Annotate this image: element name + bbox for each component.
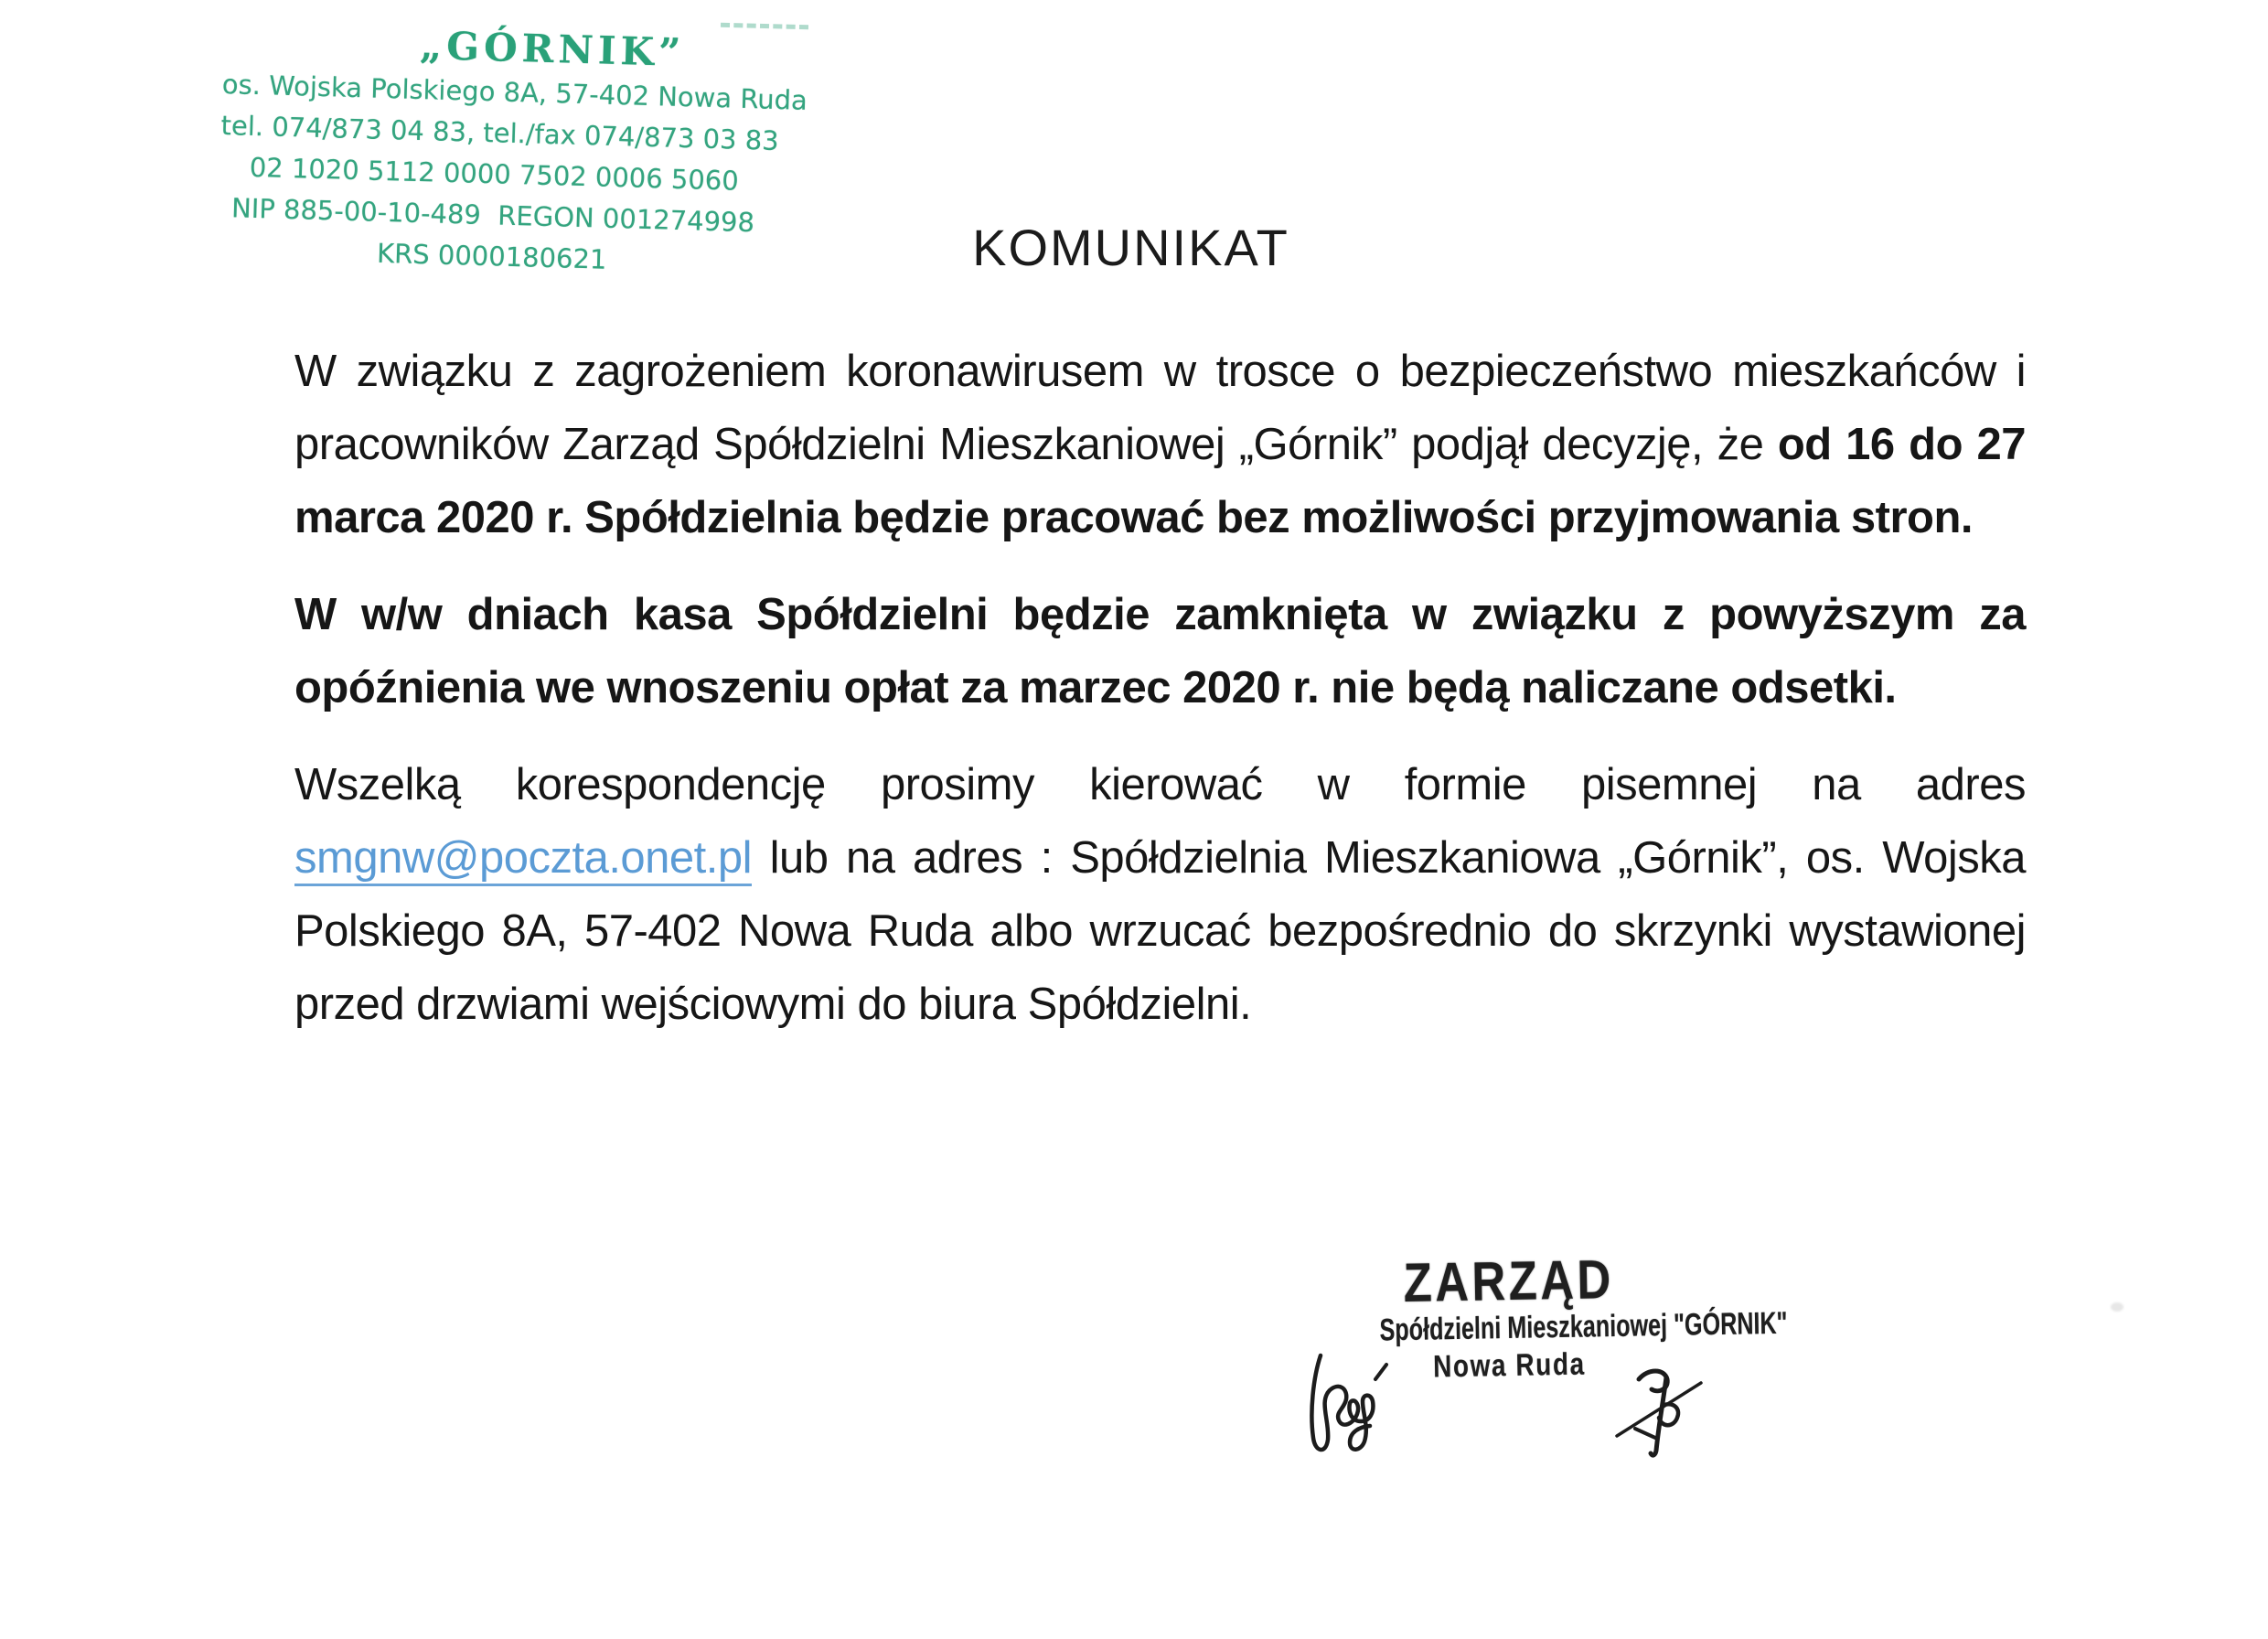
board-stamp-org-row <box>1308 1305 1788 1350</box>
text-run: lub na adres : Spółdzielnia Mieszkaniowa „Górnik”, os. Wojska Polskiego 8A, 57-402 Nowa Ruda albo wrzucać bezpośrednio do skrzynki wystawionej przed drzwiami wejściowymi do biura Spółdzielni. <box>294 833 2026 1029</box>
document-title: KOMUNIKAT <box>972 219 1289 276</box>
text-run: W w/w dniach kasa Spółdzielni będzie zamknięta w związku z powyższym za opóźnienia we wnoszeniu opłat za marzec 2020 r. nie będą naliczane odsetki. <box>294 590 2026 712</box>
green-stamp-nip-regon-line: NIP 885-00-10-489 REGON 001274998 <box>230 192 755 239</box>
text-run: W związku z zagrożeniem koronawirusem w trosce o bezpieczeństwo mieszkańców i pracowników Zarząd Spółdzielni Mieszkaniowej „Górnik” podjął decyzję, że <box>294 347 2026 469</box>
document-body <box>294 335 2026 1065</box>
paragraph-correspondence <box>294 748 2026 1041</box>
green-stamp-company-name: „GÓRNIK” <box>419 22 686 76</box>
stamp-edge-fragment <box>721 23 808 30</box>
green-stamp-address-line: os. Wojska Polskiego 8A, 57-402 Nowa Ruda <box>221 68 808 116</box>
handwritten-signature-right <box>1611 1361 1705 1462</box>
text-run: Wszelką korespondencję prosimy kierować w formie pisemnej na adres <box>294 760 2026 809</box>
green-stamp-krs-line: KRS 0000180621 <box>376 237 607 275</box>
board-stamp-title: ZARZĄD <box>1402 1248 1614 1314</box>
green-stamp-phone-line: tel. 074/873 04 83, tel./fax 074/873 03 83 <box>220 109 780 156</box>
scan-smudge <box>2111 1302 2124 1312</box>
board-stamp-organization: Spółdzielni Mieszkaniowej "GÓRNIK" <box>1379 1305 1788 1348</box>
board-stamp-title-row <box>1307 1249 1710 1313</box>
email-link[interactable]: smgnw@poczta.onet.pl <box>294 833 752 886</box>
paragraph-intro <box>294 335 2026 554</box>
handwritten-signature-left <box>1302 1348 1390 1460</box>
board-stamp-city: Nowa Ruda <box>1433 1346 1587 1385</box>
green-stamp-bank-account-line: 02 1020 5112 0000 7502 0006 5060 <box>249 151 740 197</box>
text-run: od 16 do 27 marca 2020 r. Spółdzielnia będzie pracować bez możliwości przyjmowania stron. <box>294 420 2026 542</box>
paragraph-cash-desk <box>294 578 2026 724</box>
